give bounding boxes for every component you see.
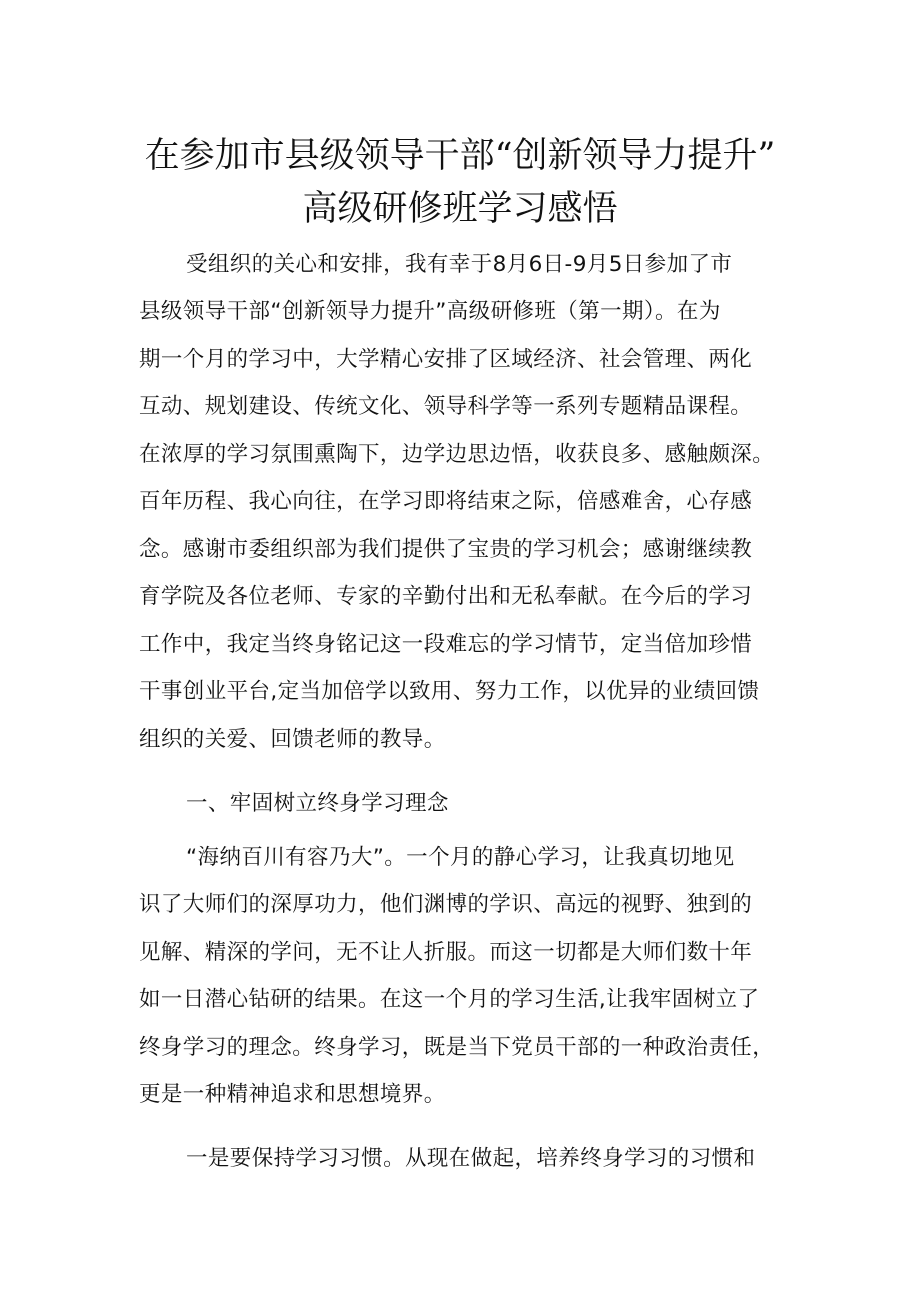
paragraph-1-line-8: 育学院及各位老师、专家的辛勤付出和无私奉献。在今后的学习 — [139, 584, 753, 609]
paragraph-2-line-5: 终身学习的理念。终身学习，既是当下党员干部的一种政治责任， — [139, 1035, 775, 1060]
paragraph-2-line-4: 如一日潜心钻研的结果。在这一个月的学习生活,让我牢固树立了 — [139, 987, 760, 1012]
paragraph-1-line-7: 念。感谢市委组织部为我们提供了宝贵的学习机会；感谢继续教 — [139, 537, 753, 562]
paragraph-2-line-2: 识了大师们的深厚功力，他们渊博的学识、高远的视野、独到的 — [139, 892, 753, 917]
document-title-line-1: 在参加市县级领导干部“创新领导力提升” — [144, 136, 776, 176]
paragraph-1-line-5: 在浓厚的学习氛围熏陶下，边学边思边悟，收获良多、感触颇深。 — [139, 442, 775, 467]
paragraph-1-line-11: 组织的关爱、回馈老师的教导。 — [139, 727, 446, 752]
paragraph-1-line-4: 互动、规划建设、传统文化、领导科学等一系列专题精品课程。 — [139, 394, 753, 419]
paragraph-2-line-3: 见解、精深的学问，无不让人折服。而这一切都是大师们数十年 — [139, 940, 753, 965]
paragraph-1-line-3: 期一个月的学习中，大学精心安排了区域经济、社会管理、两化 — [139, 347, 753, 372]
paragraph-2-line-6: 更是一种精神追求和思想境界。 — [139, 1082, 446, 1107]
document-title-line-2: 高级研修班学习感悟 — [302, 189, 618, 229]
paragraph-1-line-10: 干事创业平台,定当加倍学以致用、努力工作，以优异的业绩回馈 — [139, 679, 760, 704]
paragraph-2-line-1: “海纳百川有容乃大”。一个月的静心学习，让我真切地见 — [186, 845, 735, 870]
section-heading-1: 一、牢固树立终身学习理念 — [186, 791, 449, 816]
paragraph-1-line-6: 百年历程、我心向往，在学习即将结束之际，倍感难舍，心存感 — [139, 489, 753, 514]
paragraph-1-line-9: 工作中，我定当终身铭记这一段难忘的学习情节，定当倍加珍惜 — [139, 632, 753, 657]
paragraph-1-line-2: 县级领导干部“创新领导力提升”高级研修班（第一期）。在为 — [139, 299, 721, 324]
paragraph-3-line-1: 一是要保持学习习惯。从现在做起，培养终身学习的习惯和 — [186, 1146, 756, 1171]
paragraph-1-line-1: 受组织的关心和安排，我有幸于8月6日-9月5日参加了市 — [186, 252, 733, 277]
